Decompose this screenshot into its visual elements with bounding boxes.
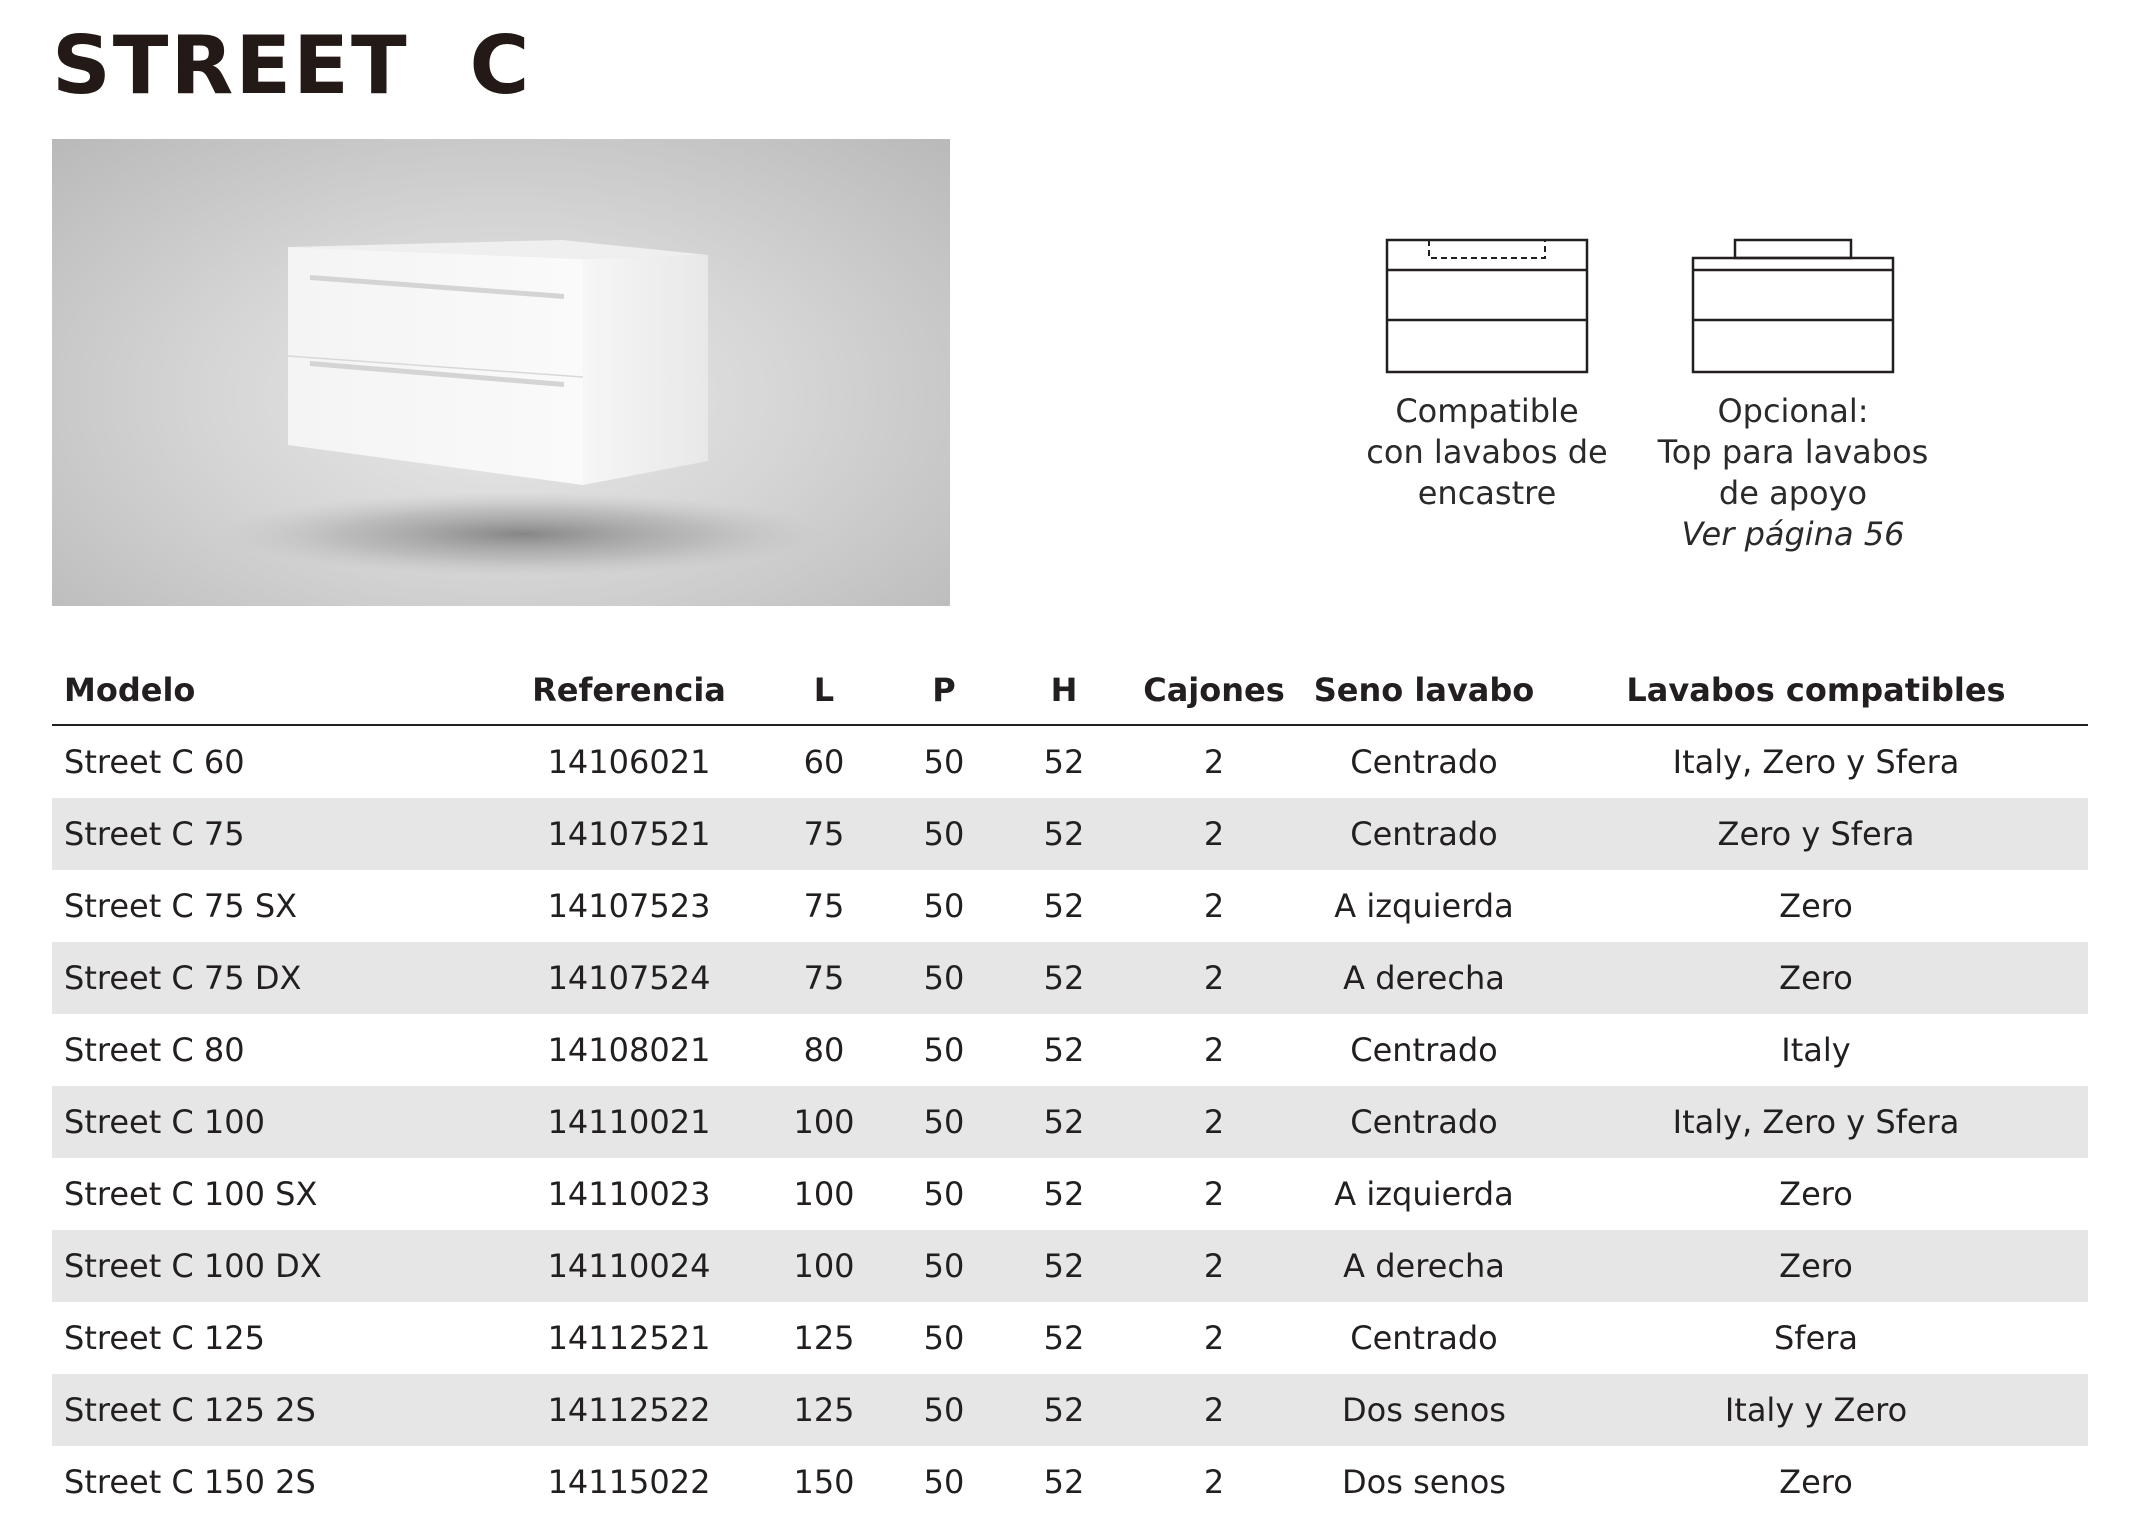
cell-lavabos-compatibles: Zero <box>1544 1230 2088 1302</box>
table-row <box>52 942 2088 1014</box>
cell-p: 50 <box>884 798 1004 870</box>
header-l: L <box>764 655 884 725</box>
caption-line: con lavabos de <box>1366 433 1608 471</box>
countertop-basin-cabinet-icon <box>1691 238 1895 374</box>
cell-lavabos-compatibles: Zero <box>1779 887 1853 925</box>
header-referencia: Referencia <box>494 655 764 725</box>
header-seno-lavabo: Seno lavabo <box>1304 655 1544 725</box>
cell-l: 75 <box>764 942 884 1014</box>
cell-seno-lavabo: A izquierda <box>1334 887 1514 925</box>
cell-modelo: Street C 150 2S <box>64 1463 316 1501</box>
header-modelo: Modelo <box>52 655 494 725</box>
undercounter-basin-diagram <box>1332 238 1642 514</box>
cell-cajones: 2 <box>1124 1374 1304 1446</box>
cell-lavabos-compatibles: Zero y Sfera <box>1544 798 2088 870</box>
cell-referencia: 14110024 <box>494 1230 764 1302</box>
table-row <box>52 1302 2088 1374</box>
cell-referencia: 14107521 <box>494 798 764 870</box>
cell-p: 50 <box>884 1086 1004 1158</box>
product-photo <box>52 139 950 606</box>
cell-modelo: Street C 125 2S <box>52 1374 494 1446</box>
table-row <box>52 798 2088 870</box>
header-h: H <box>1004 655 1124 725</box>
cell-modelo: Street C 80 <box>64 1031 245 1069</box>
cell-l: 125 <box>764 1374 884 1446</box>
caption-line: Top para lavabos <box>1657 433 1929 471</box>
cell-h: 52 <box>1004 1230 1124 1302</box>
cell-p: 50 <box>923 743 965 781</box>
cell-l: 80 <box>803 1031 845 1069</box>
cell-modelo: Street C 75 <box>52 798 494 870</box>
cell-seno-lavabo: Centrado <box>1350 1319 1498 1357</box>
cell-lavabos-compatibles: Zero <box>1779 1175 1853 1213</box>
table-row <box>52 1374 2088 1446</box>
cell-seno-lavabo: Centrado <box>1350 743 1498 781</box>
cell-cajones: 2 <box>1203 1319 1225 1357</box>
cell-h: 52 <box>1043 1463 1085 1501</box>
diagram-caption <box>1332 391 1642 514</box>
cell-modelo: Street C 100 SX <box>64 1175 318 1213</box>
cell-l: 100 <box>793 1175 855 1213</box>
cell-referencia: 14112521 <box>547 1319 711 1357</box>
cell-lavabos-compatibles: Italy <box>1781 1031 1851 1069</box>
table-header-row <box>52 655 2088 725</box>
cell-l: 100 <box>764 1086 884 1158</box>
cell-lavabos-compatibles: Italy, Zero y Sfera <box>1544 1086 2088 1158</box>
caption-line: Opcional: <box>1717 392 1869 430</box>
cell-l: 150 <box>793 1463 855 1501</box>
table-row <box>52 1158 2088 1230</box>
undercounter-basin-cabinet-icon <box>1385 238 1589 374</box>
cell-p: 50 <box>884 1230 1004 1302</box>
table-row <box>52 1086 2088 1158</box>
cell-cajones: 2 <box>1203 743 1225 781</box>
table-row <box>52 1230 2088 1302</box>
cell-seno-lavabo: Centrado <box>1350 1031 1498 1069</box>
specifications-table <box>52 655 2088 1518</box>
cell-h: 52 <box>1043 887 1085 925</box>
page-reference-note: Ver página 56 <box>1681 515 1905 553</box>
cell-l: 75 <box>764 798 884 870</box>
countertop-basin-diagram <box>1638 238 1948 555</box>
cell-p: 50 <box>923 1031 965 1069</box>
cell-p: 50 <box>923 1463 965 1501</box>
cell-p: 50 <box>884 942 1004 1014</box>
cell-cajones: 2 <box>1203 1463 1225 1501</box>
cell-modelo: Street C 100 <box>52 1086 494 1158</box>
cell-cajones: 2 <box>1203 887 1225 925</box>
caption-line: de apoyo <box>1718 474 1868 512</box>
header-lavabos-compatibles: Lavabos compatibles <box>1544 655 2088 725</box>
cell-h: 52 <box>1043 743 1085 781</box>
cell-modelo: Street C 100 DX <box>52 1230 494 1302</box>
cell-cajones: 2 <box>1203 1175 1225 1213</box>
cell-seno-lavabo: Centrado <box>1304 798 1544 870</box>
table-row <box>52 870 2088 942</box>
cell-lavabos-compatibles: Italy, Zero y Sfera <box>1672 743 1960 781</box>
table-row <box>52 1446 2088 1518</box>
cell-lavabos-compatibles: Zero <box>1779 1463 1853 1501</box>
cell-h: 52 <box>1004 1374 1124 1446</box>
cell-cajones: 2 <box>1124 1086 1304 1158</box>
caption-line: encastre <box>1417 474 1557 512</box>
cell-lavabos-compatibles: Sfera <box>1773 1319 1859 1357</box>
cell-referencia: 14110023 <box>547 1175 711 1213</box>
cell-cajones: 2 <box>1124 942 1304 1014</box>
cell-h: 52 <box>1043 1031 1085 1069</box>
cell-cajones: 2 <box>1124 798 1304 870</box>
cell-referencia: 14107523 <box>547 887 711 925</box>
cell-p: 50 <box>884 1374 1004 1446</box>
cell-seno-lavabo: A derecha <box>1304 942 1544 1014</box>
cell-p: 50 <box>923 1319 965 1357</box>
cell-referencia: 14112522 <box>494 1374 764 1446</box>
table-row <box>52 1014 2088 1086</box>
cell-seno-lavabo: A izquierda <box>1334 1175 1514 1213</box>
cell-h: 52 <box>1004 1086 1124 1158</box>
cell-modelo: Street C 75 DX <box>52 942 494 1014</box>
cell-h: 52 <box>1004 798 1124 870</box>
cell-seno-lavabo: Dos senos <box>1304 1374 1544 1446</box>
cell-referencia: 14110021 <box>494 1086 764 1158</box>
cell-l: 125 <box>793 1319 855 1357</box>
diagram-caption <box>1638 391 1948 555</box>
cell-h: 52 <box>1043 1319 1085 1357</box>
header-cajones: Cajones <box>1124 655 1304 725</box>
table-body <box>52 725 2088 1518</box>
cell-modelo: Street C 75 SX <box>64 887 298 925</box>
table-row <box>52 725 2088 798</box>
cell-l: 75 <box>803 887 845 925</box>
cell-modelo: Street C 60 <box>64 743 245 781</box>
vanity-cabinet-image <box>52 139 950 606</box>
cell-seno-lavabo: Dos senos <box>1342 1463 1506 1501</box>
page-title: STREET C <box>52 19 532 112</box>
cell-referencia: 14115022 <box>547 1463 711 1501</box>
cell-modelo: Street C 125 <box>64 1319 265 1357</box>
cell-cajones: 2 <box>1203 1031 1225 1069</box>
cell-cajones: 2 <box>1124 1230 1304 1302</box>
cell-referencia: 14107524 <box>494 942 764 1014</box>
cell-p: 50 <box>923 1175 965 1213</box>
cell-lavabos-compatibles: Zero <box>1544 942 2088 1014</box>
header-p: P <box>884 655 1004 725</box>
cell-l: 100 <box>764 1230 884 1302</box>
cell-lavabos-compatibles: Italy y Zero <box>1544 1374 2088 1446</box>
cell-seno-lavabo: A derecha <box>1304 1230 1544 1302</box>
cell-referencia: 14106021 <box>547 743 711 781</box>
cell-seno-lavabo: Centrado <box>1304 1086 1544 1158</box>
cell-p: 50 <box>923 887 965 925</box>
cell-h: 52 <box>1004 942 1124 1014</box>
cell-h: 52 <box>1043 1175 1085 1213</box>
cell-l: 60 <box>803 743 845 781</box>
cell-referencia: 14108021 <box>547 1031 711 1069</box>
caption-line: Compatible <box>1395 392 1579 430</box>
